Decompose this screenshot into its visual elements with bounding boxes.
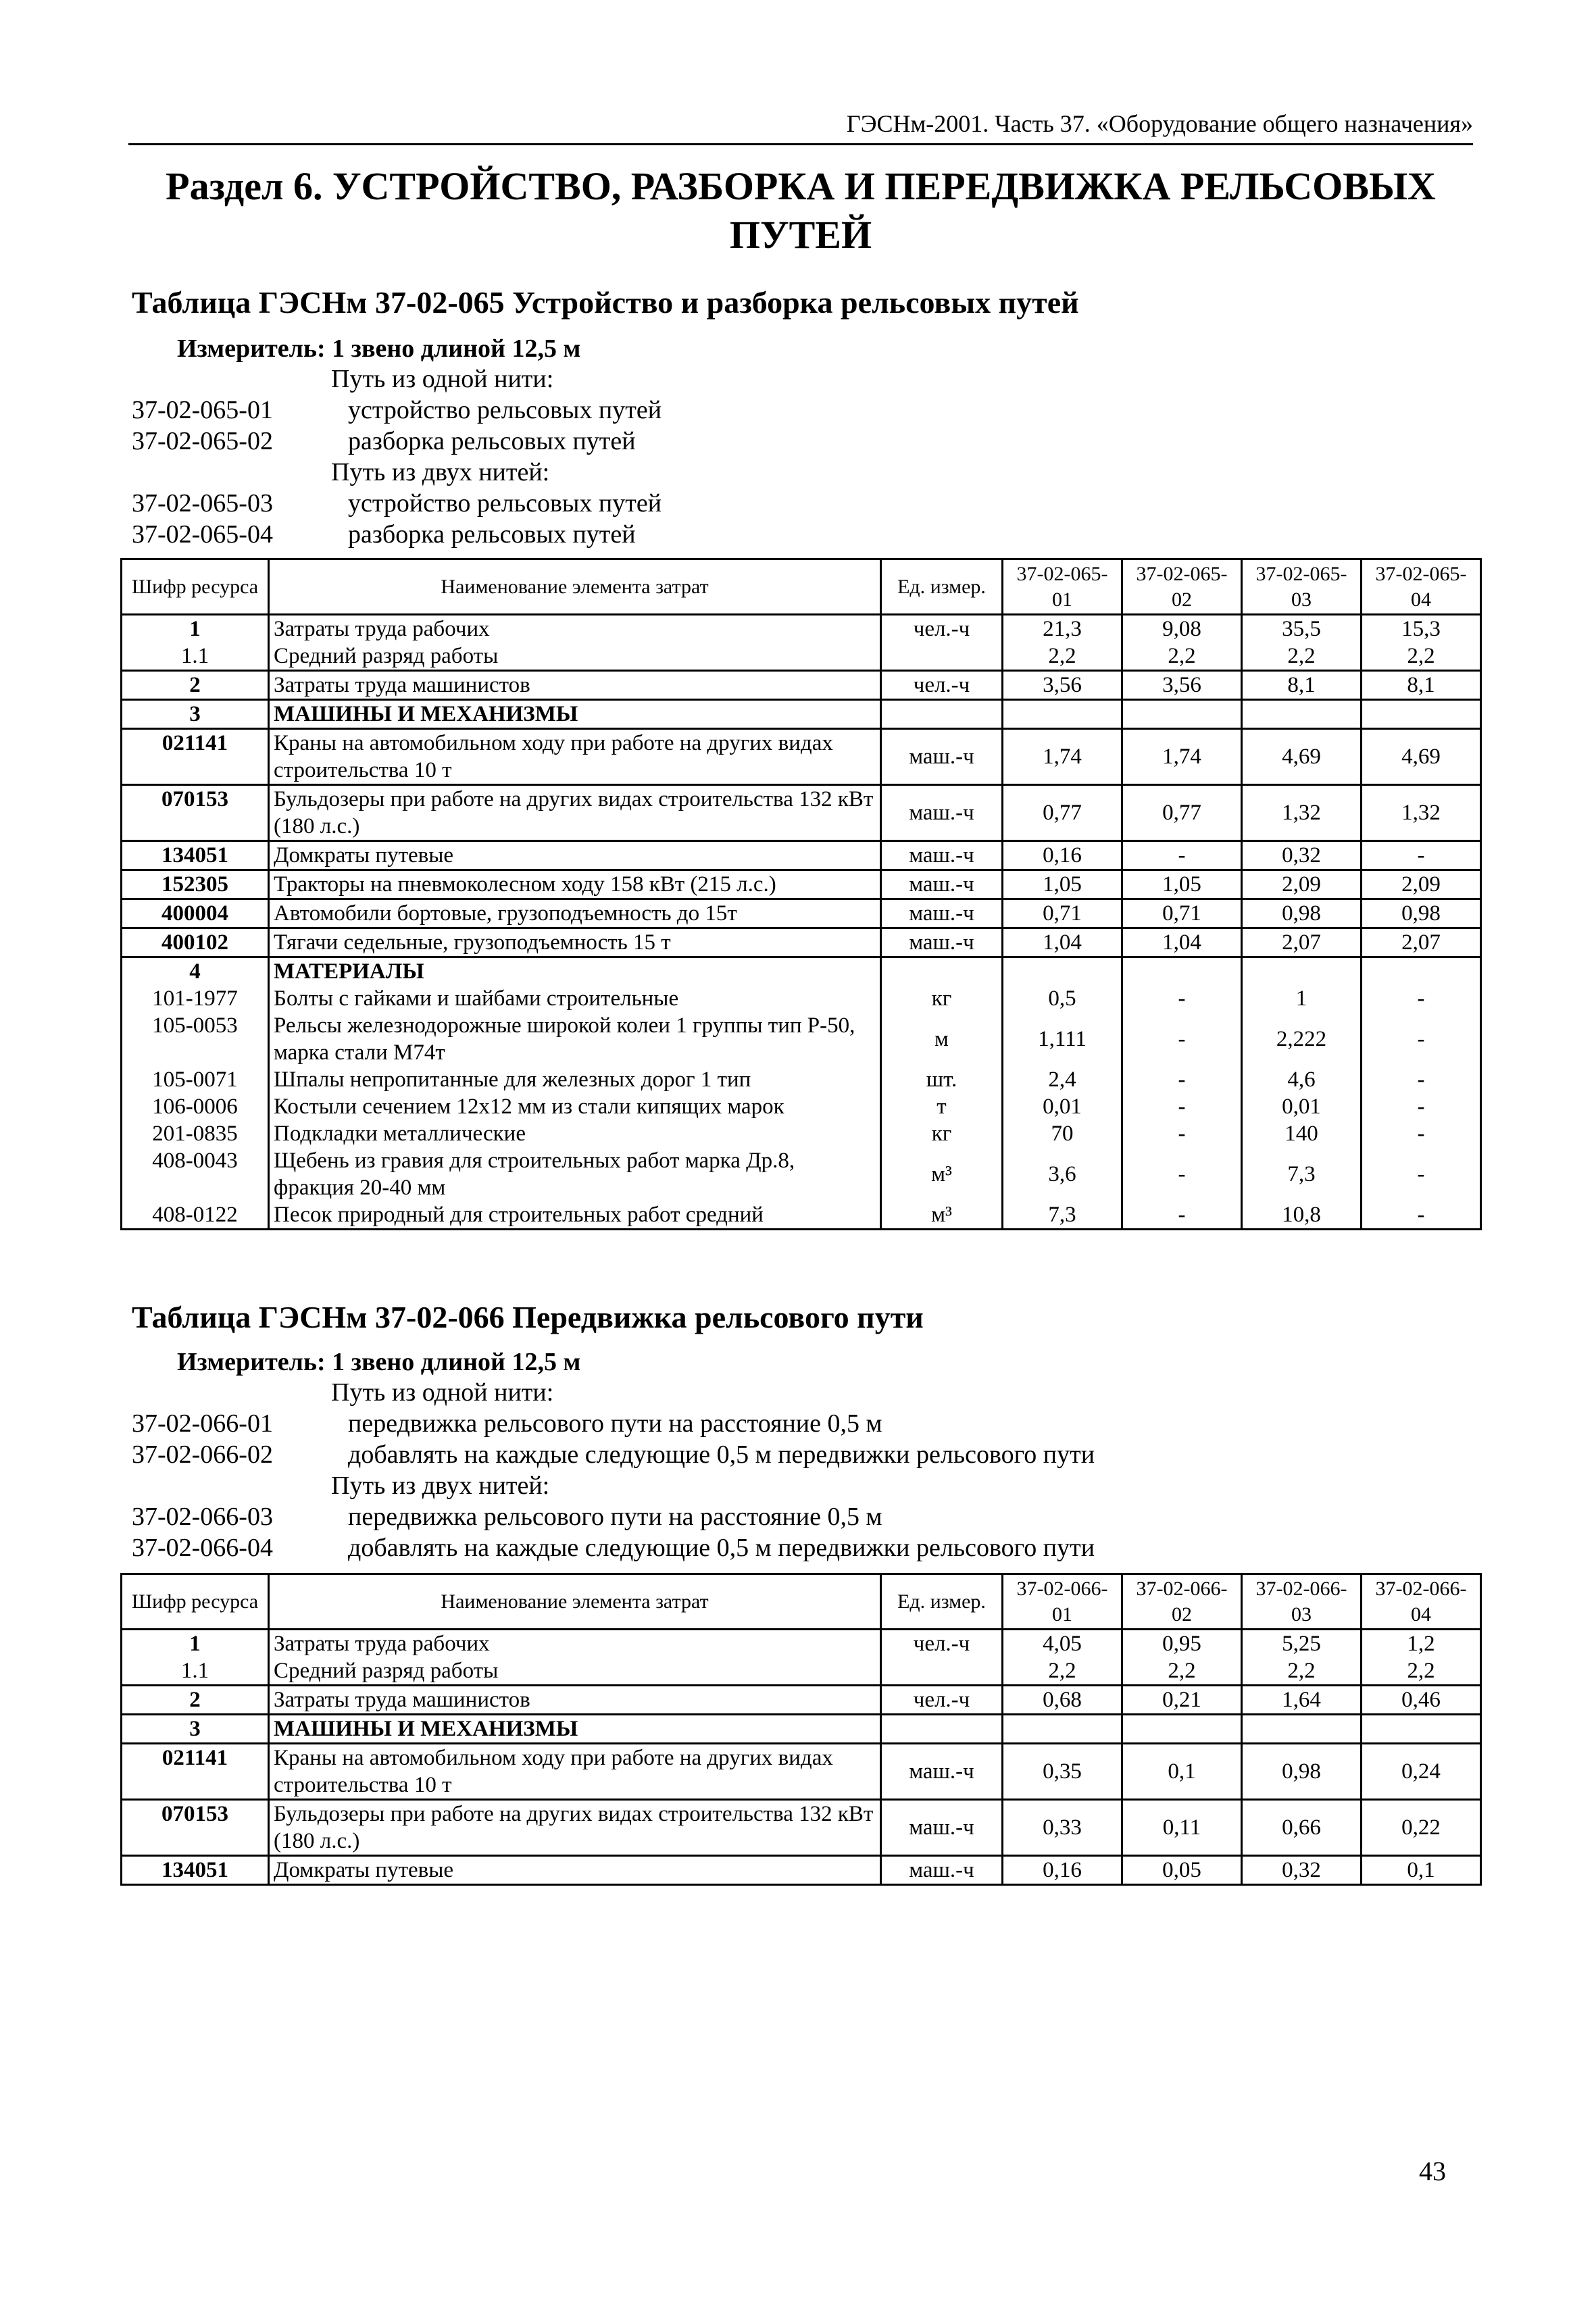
table-row: [122, 1066, 1481, 1093]
row-value: 0,1: [1362, 1856, 1481, 1885]
row-unit: маш.-ч: [881, 1856, 1003, 1885]
row-unit: маш.-ч: [881, 870, 1003, 899]
row-value: [1003, 700, 1122, 729]
row-value: 10,8: [1242, 1201, 1362, 1230]
row-code: 201-0835: [122, 1120, 269, 1147]
row-name: Затраты труда машинистов: [269, 671, 881, 700]
row-name: Бульдозеры при работе на других видах строительства 132 кВт (180 л.с.): [269, 1800, 881, 1856]
row-name: Затраты труда рабочих: [269, 615, 881, 643]
row-value: 7,3: [1242, 1147, 1362, 1201]
row-value: 0,16: [1003, 841, 1122, 870]
row-value: 15,3: [1362, 615, 1481, 643]
table-row: [122, 785, 1481, 841]
col-header-variant-2: 37-02-066-02: [1122, 1574, 1242, 1630]
row-value: 0,98: [1362, 899, 1481, 928]
row-unit: маш.-ч: [881, 841, 1003, 870]
row-value: 2,2: [1362, 1657, 1481, 1686]
table-row: [122, 1856, 1481, 1885]
col-header-code: Шифр ресурса: [122, 559, 269, 615]
table-row: [122, 1012, 1481, 1066]
row-value: 4,69: [1242, 729, 1362, 785]
row-value: 0,32: [1242, 1856, 1362, 1885]
table-row: [122, 1093, 1481, 1120]
row-code: 4: [122, 957, 269, 986]
row-value: -: [1362, 985, 1481, 1012]
row-value: 2,07: [1362, 928, 1481, 957]
table1-variants: [132, 363, 1280, 550]
row-value: 2,09: [1242, 870, 1362, 899]
variant-item: [132, 426, 1280, 457]
variant-desc: передвижка рельсового пути на расстояние 0,5 м: [348, 1409, 882, 1438]
row-value: -: [1362, 1201, 1481, 1230]
col-header-unit: Ед. измер.: [881, 1574, 1003, 1630]
row-name: Шпалы непропитанные для железных дорог 1 тип: [269, 1066, 881, 1093]
row-name: Средний разряд работы: [269, 1657, 881, 1686]
table-row: [122, 1630, 1481, 1658]
row-code: 105-0071: [122, 1066, 269, 1093]
variant-code: 37-02-066-02: [132, 1440, 273, 1469]
row-value: 7,3: [1003, 1201, 1122, 1230]
row-value: 0,77: [1003, 785, 1122, 841]
table-row: [122, 1147, 1481, 1201]
row-value: 3,56: [1122, 671, 1242, 700]
row-name: МАШИНЫ И МЕХАНИЗМЫ: [269, 700, 881, 729]
table-row: [122, 700, 1481, 729]
col-header-variant-4: 37-02-065-04: [1362, 559, 1481, 615]
row-value: 35,5: [1242, 615, 1362, 643]
row-unit: маш.-ч: [881, 729, 1003, 785]
row-value: 0,35: [1003, 1744, 1122, 1800]
row-unit: чел.-ч: [881, 615, 1003, 643]
variant-code: 37-02-065-04: [132, 520, 273, 549]
row-value: 0,32: [1242, 841, 1362, 870]
table-row: [122, 615, 1481, 643]
row-value: 2,2: [1362, 643, 1481, 671]
row-value: 0,71: [1003, 899, 1122, 928]
variant-code: 37-02-065-01: [132, 396, 273, 424]
row-value: 0,05: [1122, 1856, 1242, 1885]
row-value: -: [1362, 1012, 1481, 1066]
row-value: 0,77: [1122, 785, 1242, 841]
row-value: 2,07: [1242, 928, 1362, 957]
row-value: -: [1122, 1201, 1242, 1230]
row-value: [1242, 700, 1362, 729]
row-value: 0,33: [1003, 1800, 1122, 1856]
row-value: 140: [1242, 1120, 1362, 1147]
row-value: 8,1: [1242, 671, 1362, 700]
variant-code: 37-02-066-01: [132, 1409, 273, 1438]
row-unit: т: [881, 1093, 1003, 1120]
row-value: 4,69: [1362, 729, 1481, 785]
row-value: 2,2: [1003, 1657, 1122, 1686]
row-name: Подкладки металлические: [269, 1120, 881, 1147]
row-unit: маш.-ч: [881, 1800, 1003, 1856]
row-value: 0,01: [1242, 1093, 1362, 1120]
row-name: Затраты труда рабочих: [269, 1630, 881, 1658]
table-row: [122, 985, 1481, 1012]
table-row: [122, 928, 1481, 957]
row-value: 1,32: [1242, 785, 1362, 841]
row-code: 1: [122, 1630, 269, 1658]
row-unit: чел.-ч: [881, 1630, 1003, 1658]
row-value: 2,2: [1242, 1657, 1362, 1686]
col-header-variant-3: 37-02-065-03: [1242, 559, 1362, 615]
row-code: 134051: [122, 1856, 269, 1885]
row-value: 2,2: [1003, 643, 1122, 671]
row-unit: чел.-ч: [881, 1686, 1003, 1715]
row-value: 2,2: [1242, 643, 1362, 671]
row-code: 070153: [122, 785, 269, 841]
row-value: 70: [1003, 1120, 1122, 1147]
table1-resources: [120, 558, 1482, 1230]
row-unit: м³: [881, 1201, 1003, 1230]
row-code: 1.1: [122, 1657, 269, 1686]
row-unit: [881, 1657, 1003, 1686]
row-value: 2,222: [1242, 1012, 1362, 1066]
variant-desc: добавлять на каждые следующие 0,5 м передвижки рельсового пути: [348, 1534, 1095, 1562]
row-name: Средний разряд работы: [269, 643, 881, 671]
variant-desc: разборка рельсовых путей: [348, 520, 636, 549]
row-code: 152305: [122, 870, 269, 899]
row-name: Краны на автомобильном ходу при работе на других видах строительства 10 т: [269, 729, 881, 785]
row-value: 0,98: [1242, 899, 1362, 928]
row-code: 070153: [122, 1800, 269, 1856]
row-unit: маш.-ч: [881, 928, 1003, 957]
row-name: Домкраты путевые: [269, 1856, 881, 1885]
row-unit: маш.-ч: [881, 1744, 1003, 1800]
row-value: 2,09: [1362, 870, 1481, 899]
row-name: Песок природный для строительных работ средний: [269, 1201, 881, 1230]
row-value: 21,3: [1003, 615, 1122, 643]
row-value: -: [1122, 1120, 1242, 1147]
col-header-variant-3: 37-02-066-03: [1242, 1574, 1362, 1630]
row-value: 9,08: [1122, 615, 1242, 643]
row-value: 0,01: [1003, 1093, 1122, 1120]
table-row: [122, 957, 1481, 986]
row-value: 1: [1242, 985, 1362, 1012]
variant-group-label: Путь из одной нити:: [331, 365, 554, 393]
row-value: -: [1122, 841, 1242, 870]
row-code: 400102: [122, 928, 269, 957]
row-value: 1,2: [1362, 1630, 1481, 1658]
row-code: 2: [122, 671, 269, 700]
variant-item: [132, 1408, 1280, 1439]
row-value: 2,2: [1122, 643, 1242, 671]
variant-code: 37-02-066-03: [132, 1503, 273, 1531]
table-row: [122, 1800, 1481, 1856]
row-code: 1.1: [122, 643, 269, 671]
row-value: [1122, 1715, 1242, 1744]
row-value: [1122, 700, 1242, 729]
row-value: [1003, 957, 1122, 986]
col-header-name: Наименование элемента затрат: [269, 559, 881, 615]
row-value: 2,2: [1122, 1657, 1242, 1686]
row-value: -: [1362, 841, 1481, 870]
row-code: 106-0006: [122, 1093, 269, 1120]
col-header-variant-1: 37-02-065-01: [1003, 559, 1122, 615]
row-unit: м³: [881, 1147, 1003, 1201]
row-name: Тягачи седельные, грузоподъемность 15 т: [269, 928, 881, 957]
variant-item: [132, 1439, 1280, 1470]
row-value: [1122, 957, 1242, 986]
variant-item: [132, 395, 1280, 426]
row-code: 3: [122, 1715, 269, 1744]
table2-resources: [120, 1573, 1482, 1886]
table2-meter: Измеритель: 1 звено длиной 12,5 м: [177, 1348, 581, 1376]
table-row: [122, 643, 1481, 671]
variant-group-label: Путь из одной нити:: [331, 1378, 554, 1407]
row-value: -: [1122, 1066, 1242, 1093]
row-value: [1242, 957, 1362, 986]
row-value: 8,1: [1362, 671, 1481, 700]
row-unit: кг: [881, 985, 1003, 1012]
row-name: Тракторы на пневмоколесном ходу 158 кВт (215 л.с.): [269, 870, 881, 899]
table1-meter: Измеритель: 1 звено длиной 12,5 м: [177, 334, 581, 363]
row-value: 0,68: [1003, 1686, 1122, 1715]
row-name: Домкраты путевые: [269, 841, 881, 870]
running-header: ГЭСНм-2001. Часть 37. «Оборудование общего назначения»: [128, 108, 1473, 145]
row-code: 3: [122, 700, 269, 729]
row-unit: [881, 957, 1003, 986]
row-code: 105-0053: [122, 1012, 269, 1066]
row-unit: маш.-ч: [881, 785, 1003, 841]
row-code: 400004: [122, 899, 269, 928]
table-row: [122, 729, 1481, 785]
row-value: -: [1362, 1120, 1481, 1147]
row-value: 1,74: [1003, 729, 1122, 785]
row-value: 0,1: [1122, 1744, 1242, 1800]
row-value: 0,46: [1362, 1686, 1481, 1715]
row-value: 0,98: [1242, 1744, 1362, 1800]
row-value: -: [1362, 1147, 1481, 1201]
row-unit: чел.-ч: [881, 671, 1003, 700]
row-code: 021141: [122, 1744, 269, 1800]
row-value: 0,24: [1362, 1744, 1481, 1800]
variant-code: 37-02-065-03: [132, 489, 273, 518]
row-value: 4,05: [1003, 1630, 1122, 1658]
row-value: [1362, 957, 1481, 986]
col-header-variant-1: 37-02-066-01: [1003, 1574, 1122, 1630]
row-value: [1362, 1715, 1481, 1744]
table-row: [122, 899, 1481, 928]
variant-desc: добавлять на каждые следующие 0,5 м передвижки рельсового пути: [348, 1440, 1095, 1469]
row-value: 0,5: [1003, 985, 1122, 1012]
section-title: Раздел 6. УСТРОЙСТВО, РАЗБОРКА И ПЕРЕДВИЖКА РЕЛЬСОВЫХ ПУТЕЙ: [166, 164, 1436, 257]
row-value: 0,95: [1122, 1630, 1242, 1658]
variant-desc: устройство рельсовых путей: [348, 396, 662, 424]
row-name: МАТЕРИАЛЫ: [269, 957, 881, 986]
table-row: [122, 671, 1481, 700]
row-value: -: [1122, 985, 1242, 1012]
row-value: 1,32: [1362, 785, 1481, 841]
row-unit: кг: [881, 1120, 1003, 1147]
row-name: Болты с гайками и шайбами строительные: [269, 985, 881, 1012]
row-value: [1242, 1715, 1362, 1744]
row-value: -: [1122, 1093, 1242, 1120]
row-name: МАШИНЫ И МЕХАНИЗМЫ: [269, 1715, 881, 1744]
table2-variants: [132, 1377, 1280, 1563]
row-name: Рельсы железнодорожные широкой колеи 1 группы тип Р-50, марка стали М74т: [269, 1012, 881, 1066]
row-value: [1362, 700, 1481, 729]
row-code: 1: [122, 615, 269, 643]
row-unit: шт.: [881, 1066, 1003, 1093]
col-header-name: Наименование элемента затрат: [269, 1574, 881, 1630]
row-value: 4,6: [1242, 1066, 1362, 1093]
table-row: [122, 1201, 1481, 1230]
row-name: Бульдозеры при работе на других видах строительства 132 кВт (180 л.с.): [269, 785, 881, 841]
row-value: 5,25: [1242, 1630, 1362, 1658]
variant-item: [132, 519, 1280, 550]
row-value: 0,22: [1362, 1800, 1481, 1856]
row-code: 408-0043: [122, 1147, 269, 1201]
variant-desc: разборка рельсовых путей: [348, 427, 636, 455]
row-value: 0,16: [1003, 1856, 1122, 1885]
row-code: 2: [122, 1686, 269, 1715]
row-code: 408-0122: [122, 1201, 269, 1230]
row-value: -: [1362, 1066, 1481, 1093]
col-header-variant-2: 37-02-065-02: [1122, 559, 1242, 615]
variant-code: 37-02-065-02: [132, 427, 273, 455]
row-name: Костыли сечением 12х12 мм из стали кипящих марок: [269, 1093, 881, 1120]
col-header-unit: Ед. измер.: [881, 559, 1003, 615]
table-row: [122, 841, 1481, 870]
table-row: [122, 870, 1481, 899]
variant-code: 37-02-066-04: [132, 1534, 273, 1562]
variant-group-label: Путь из двух нитей:: [331, 458, 550, 486]
row-value: 1,111: [1003, 1012, 1122, 1066]
variant-desc: передвижка рельсового пути на расстояние 0,5 м: [348, 1503, 882, 1531]
row-value: 0,71: [1122, 899, 1242, 928]
table-row: [122, 1120, 1481, 1147]
table-row: [122, 1686, 1481, 1715]
variant-item: [132, 1532, 1280, 1563]
col-header-variant-4: 37-02-066-04: [1362, 1574, 1481, 1630]
row-unit: [881, 643, 1003, 671]
row-unit: [881, 1715, 1003, 1744]
row-unit: [881, 700, 1003, 729]
row-value: 1,05: [1122, 870, 1242, 899]
row-name: Щебень из гравия для строительных работ марка Др.8, фракция 20-40 мм: [269, 1147, 881, 1201]
row-value: 1,04: [1122, 928, 1242, 957]
row-unit: маш.-ч: [881, 899, 1003, 928]
row-value: -: [1122, 1012, 1242, 1066]
row-value: 1,64: [1242, 1686, 1362, 1715]
page-number: 43: [1419, 2156, 1446, 2186]
variant-item: [132, 1501, 1280, 1532]
table2-title: Таблица ГЭСНм 37-02-066 Передвижка рельсового пути: [132, 1300, 924, 1334]
table-row: [122, 1744, 1481, 1800]
row-name: Затраты труда машинистов: [269, 1686, 881, 1715]
row-unit: м: [881, 1012, 1003, 1066]
table1-title: Таблица ГЭСНм 37-02-065 Устройство и разборка рельсовых путей: [132, 285, 1079, 320]
row-value: 1,05: [1003, 870, 1122, 899]
variant-group-label: Путь из двух нитей:: [331, 1472, 550, 1500]
col-header-code: Шифр ресурса: [122, 1574, 269, 1630]
table-row: [122, 1715, 1481, 1744]
row-value: 0,11: [1122, 1800, 1242, 1856]
variant-item: [132, 488, 1280, 519]
row-name: Краны на автомобильном ходу при работе на других видах строительства 10 т: [269, 1744, 881, 1800]
row-value: 3,56: [1003, 671, 1122, 700]
row-value: -: [1122, 1147, 1242, 1201]
row-value: 0,21: [1122, 1686, 1242, 1715]
row-value: 3,6: [1003, 1147, 1122, 1201]
row-value: -: [1362, 1093, 1481, 1120]
row-value: 1,04: [1003, 928, 1122, 957]
row-code: 134051: [122, 841, 269, 870]
row-name: Автомобили бортовые, грузоподъемность до 15т: [269, 899, 881, 928]
row-value: 1,74: [1122, 729, 1242, 785]
table-row: [122, 1657, 1481, 1686]
row-code: 101-1977: [122, 985, 269, 1012]
row-code: 021141: [122, 729, 269, 785]
row-value: 2,4: [1003, 1066, 1122, 1093]
variant-desc: устройство рельсовых путей: [348, 489, 662, 518]
row-value: [1003, 1715, 1122, 1744]
row-value: 0,66: [1242, 1800, 1362, 1856]
